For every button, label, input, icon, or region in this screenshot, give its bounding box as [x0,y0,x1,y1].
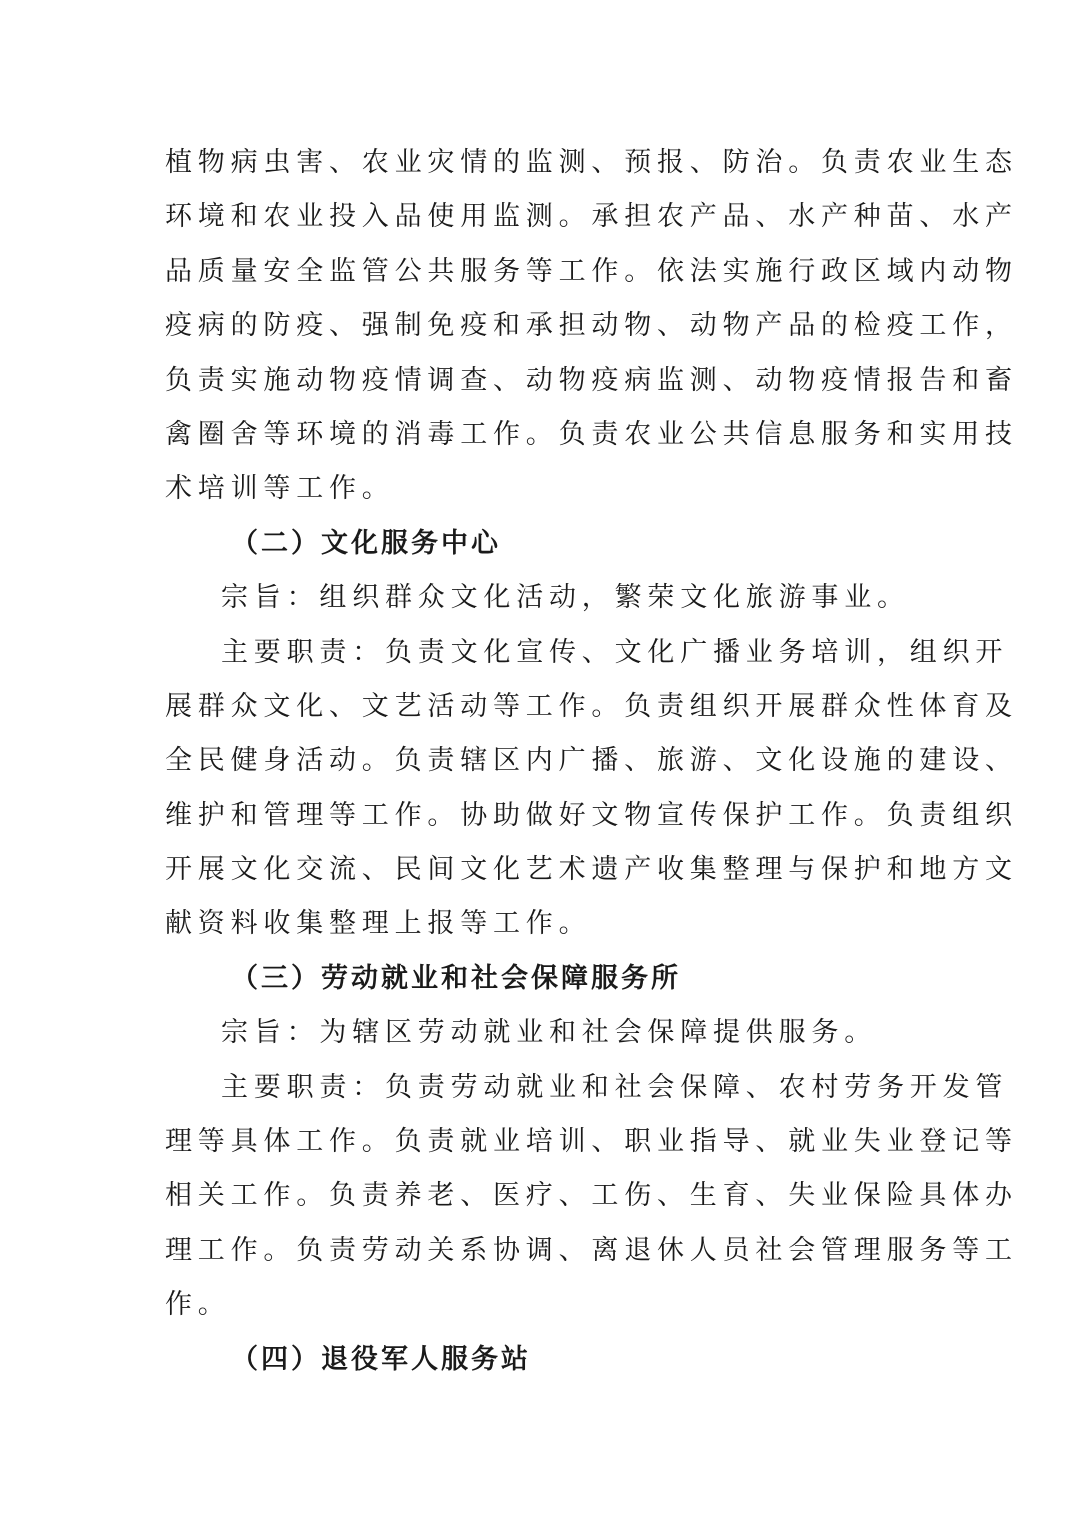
paragraph-line: 疫病的防疫、强制免疫和承担动物、动物产品的检疫工作， [165,310,1018,342]
section-heading-labor-office: （三）劳动就业和社会保障服务所 [231,962,681,994]
purpose-line: 宗旨：为辖区劳动就业和社会保障提供服务。 [221,1017,877,1049]
paragraph-line: 品质量安全监管公共服务等工作。依法实施行政区域内动物 [165,255,1018,287]
paragraph-line: 开展文化交流、民间文化艺术遗产收集整理与保护和地方文 [165,854,1018,886]
paragraph-line: 负责实施动物疫情调查、动物疫病监测、动物疫情报告和畜 [165,364,1018,396]
paragraph-line: 理等具体工作。负责就业培训、职业指导、就业失业登记等 [165,1126,1018,1158]
document-body [165,136,1018,1387]
paragraph-line: 维护和管理等工作。协助做好文物宣传保护工作。负责组织 [165,799,1018,831]
paragraph-line: 作。 [165,1289,231,1321]
paragraph-line: 全民健身活动。负责辖区内广播、旅游、文化设施的建设、 [165,745,1018,777]
paragraph-line: 环境和农业投入品使用监测。承担农产品、水产种苗、水产 [165,201,1018,233]
paragraph-line: 植物病虫害、农业灾情的监测、预报、防治。负责农业生态 [165,147,1018,178]
paragraph-line: 术培训等工作。 [165,473,395,505]
paragraph-line: 禽圈舍等环境的消毒工作。负责农业公共信息服务和实用技 [165,418,1018,450]
section-heading-veterans-station: （四）退役军人服务站 [231,1343,531,1375]
section-heading-culture-center: （二）文化服务中心 [231,527,501,559]
duties-line: 主要职责：负责文化宣传、文化广播业务培训，组织开 [221,636,1009,668]
paragraph-line: 理工作。负责劳动关系协调、离退休人员社会管理服务等工 [165,1234,1018,1266]
duties-line: 主要职责：负责劳动就业和社会保障、农村劳务开发管 [221,1071,1009,1103]
paragraph-line: 展群众文化、文艺活动等工作。负责组织开展群众性体育及 [165,690,1018,722]
paragraph-line: 相关工作。负责养老、医疗、工伤、生育、失业保险具体办 [165,1180,1018,1212]
paragraph-line: 献资料收集整理上报等工作。 [165,908,592,940]
purpose-line: 宗旨：组织群众文化活动，繁荣文化旅游事业。 [221,582,910,614]
